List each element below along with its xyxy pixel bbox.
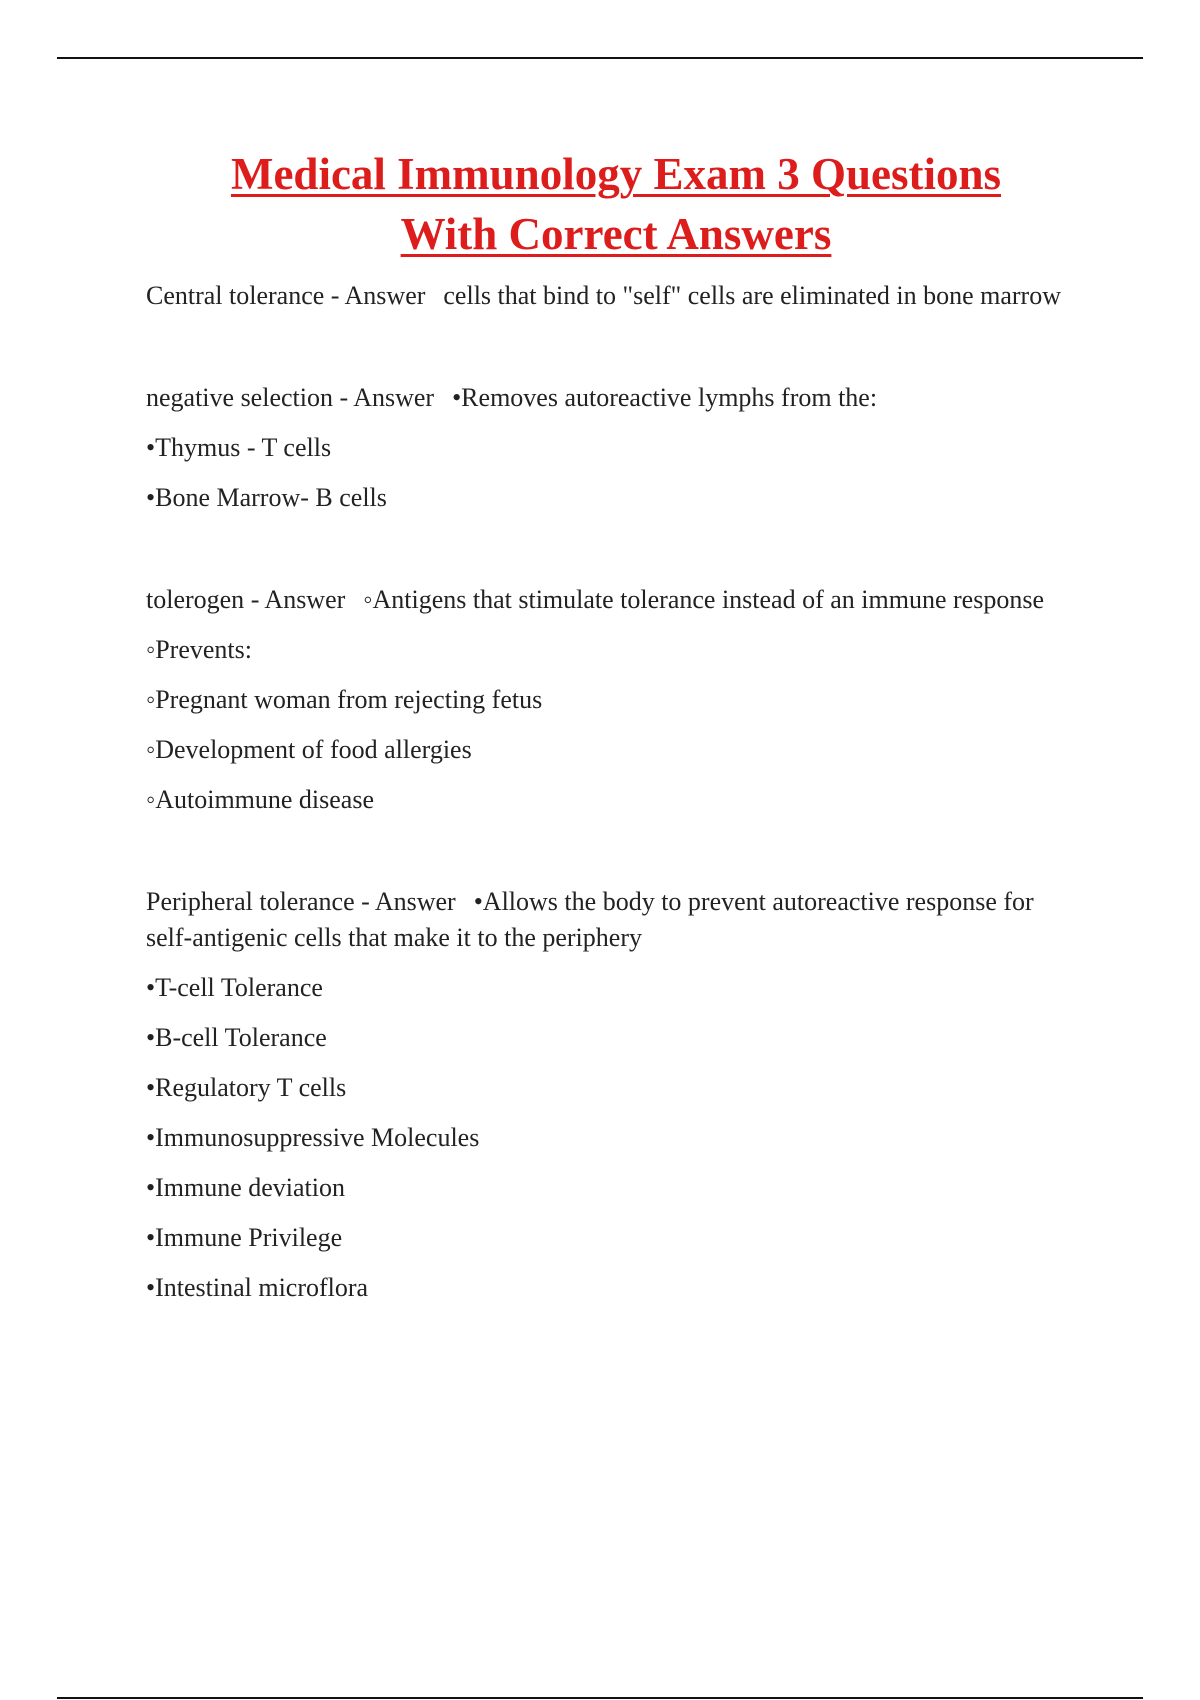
- top-rule: [57, 57, 1143, 59]
- qa-item-peripheral-tolerance: [146, 884, 1086, 1306]
- qa-question-line: [146, 278, 1086, 314]
- qa-question-line: [146, 582, 1086, 618]
- qa-item-central-tolerance: [146, 278, 1086, 314]
- qa-item-negative-selection: [146, 380, 1086, 516]
- qa-term: Peripheral tolerance: [146, 887, 355, 916]
- qa-term: tolerogen: [146, 585, 245, 614]
- list-item: •Intestinal microflora: [146, 1273, 369, 1302]
- list-item: ◦Pregnant woman from rejecting fetus: [146, 685, 543, 714]
- qa-answer: cells that bind to "self" cells are eliminated in bone marrow: [443, 281, 1061, 310]
- bottom-rule: [57, 1697, 1143, 1699]
- list-item: •T-cell Tolerance: [146, 973, 323, 1002]
- list-item: ◦Development of food allergies: [146, 735, 472, 764]
- list-item: •Immunosuppressive Molecules: [146, 1123, 480, 1152]
- qa-answer: •Removes autoreactive lymphs from the:: [452, 383, 878, 412]
- title-line-2: With Correct Answers: [400, 209, 832, 259]
- list-item: •Immune deviation: [146, 1173, 345, 1202]
- document-title: [0, 144, 1200, 264]
- qa-question-line: [146, 380, 1086, 416]
- qa-term: negative selection: [146, 383, 333, 412]
- qa-list: [146, 278, 1086, 1320]
- list-item: •Thymus - T cells: [146, 433, 332, 462]
- answer-separator: - Answer: [250, 585, 346, 614]
- qa-term: Central tolerance: [146, 281, 325, 310]
- list-item: •B-cell Tolerance: [146, 1023, 327, 1052]
- qa-item-tolerogen: [146, 582, 1086, 818]
- list-item: ◦Prevents:: [146, 635, 252, 664]
- list-item: •Bone Marrow- B cells: [146, 483, 387, 512]
- list-item: •Immune Privilege: [146, 1223, 343, 1252]
- title-line-1: Medical Immunology Exam 3 Questions: [230, 149, 1002, 199]
- list-item: •Regulatory T cells: [146, 1073, 347, 1102]
- qa-question-line: [146, 884, 1086, 956]
- qa-answer: •Allows the body to prevent autoreactive response for self-antigenic cells that make it to the periphery: [146, 887, 1034, 952]
- answer-separator: - Answer: [339, 383, 435, 412]
- answer-separator: - Answer: [361, 887, 456, 916]
- qa-answer: ◦Antigens that stimulate tolerance instead of an immune response: [363, 585, 1044, 614]
- answer-separator: - Answer: [330, 281, 426, 310]
- list-item: ◦Autoimmune disease: [146, 785, 375, 814]
